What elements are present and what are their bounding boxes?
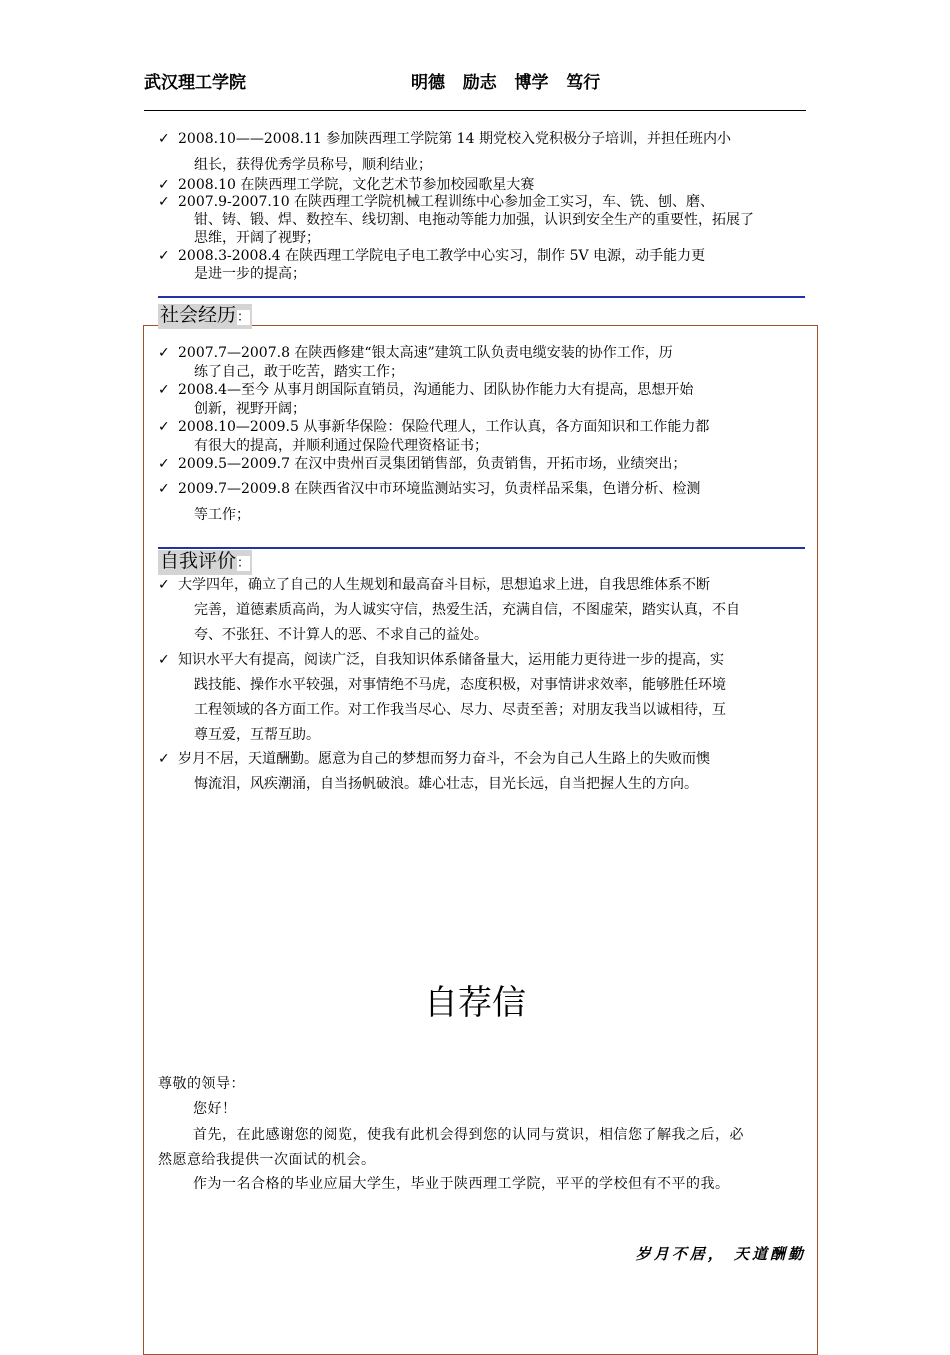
section-title-self-eval: 自我评价：	[158, 550, 252, 575]
letter-title: 自荐信	[424, 983, 526, 1023]
section-title-social: 社会经历：	[158, 304, 252, 329]
header-divider	[144, 110, 806, 111]
section-divider	[158, 547, 805, 549]
check-icon: ✓	[158, 481, 170, 497]
check-icon: ✓	[158, 577, 170, 593]
check-icon: ✓	[158, 177, 170, 193]
letter-paragraph-line: 首先，在此感谢您的阅览，使我有此机会得到您的认同与赏识，相信您了解我之后，必	[193, 1127, 744, 1143]
check-icon: ✓	[158, 652, 170, 668]
check-icon: ✓	[158, 382, 170, 398]
check-icon: ✓	[158, 345, 170, 361]
school-motto: 明德 励志 博学 笃行	[411, 73, 601, 93]
letter-paragraph-line: 作为一名合格的毕业应届大学生，毕业于陕西理工学院，平平的学校但有不平的我。	[193, 1176, 730, 1192]
check-icon: ✓	[158, 248, 170, 264]
section-divider	[158, 296, 805, 298]
letter-salutation: 尊敬的领导：	[158, 1076, 245, 1092]
check-icon: ✓	[158, 419, 170, 435]
letter-paragraph-line: 然愿意给我提供一次面试的机会。	[158, 1152, 376, 1168]
school-name: 武汉理工学院	[144, 73, 246, 93]
signature-motto: 岁月不居， 天道酬勤	[635, 1245, 806, 1263]
check-icon: ✓	[158, 456, 170, 472]
check-icon: ✓	[158, 751, 170, 767]
check-icon: ✓	[158, 131, 170, 147]
check-icon: ✓	[158, 194, 170, 210]
letter-greeting: 您好！	[193, 1101, 237, 1117]
